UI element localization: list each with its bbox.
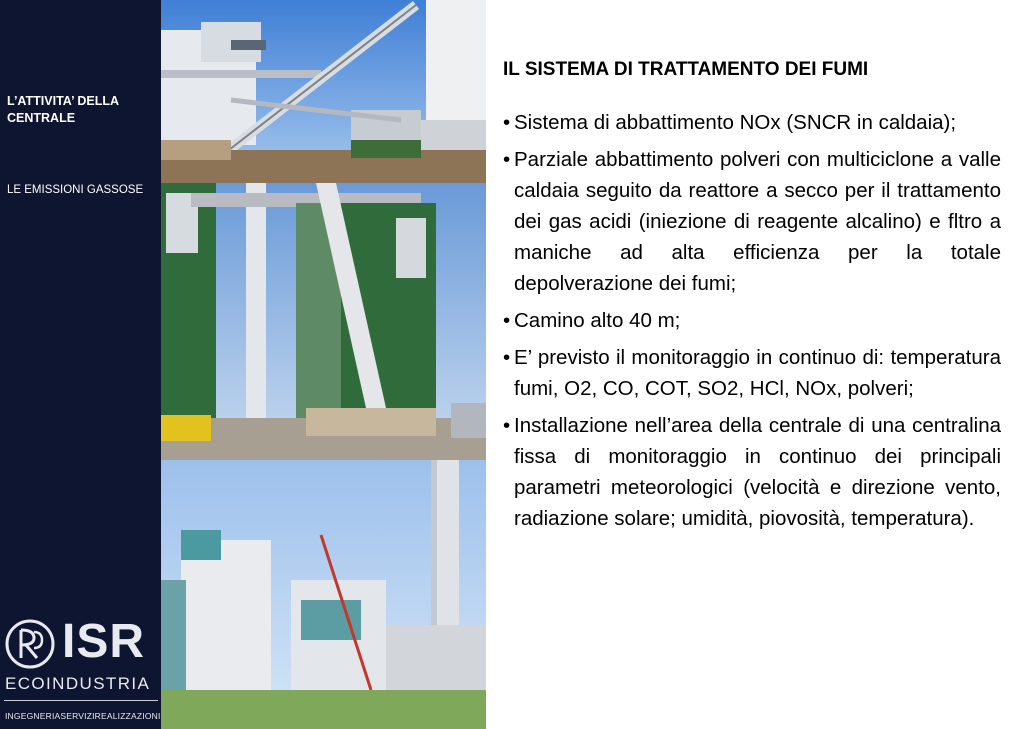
company-logo <box>0 612 161 729</box>
main-content <box>503 58 1001 540</box>
list-item: • E’ previsto il monitoraggio in continuo di: temperatura fumi, O2, CO, COT, SO2, HCl, NOx, polveri; <box>503 342 1001 404</box>
plant-steel-structure-photo <box>161 183 486 460</box>
plant-conveyor-photo <box>161 0 486 183</box>
section-title: L’ATTIVITA’ DELLA CENTRALE <box>7 94 119 125</box>
page-title: IL SISTEMA DI TRATTAMENTO DEI FUMI <box>503 59 869 80</box>
sidebar <box>0 0 161 729</box>
logo-brand: ISR <box>62 615 146 668</box>
logo-mark-icon <box>4 618 56 670</box>
logo-name: ECOINDUSTRIA <box>5 674 151 693</box>
plant-chimney-photo <box>161 460 486 729</box>
logo-divider <box>4 700 158 701</box>
logo-tagline: INGEGNERIASERVIZIREALIZZAZIONI <box>5 711 161 721</box>
bullet-list <box>503 107 1001 534</box>
bullet-icon: • <box>503 346 511 369</box>
list-item: • Installazione nell’area della centrale di una centralina fissa di monitoraggio in continuo dei principali parametri meteorologici (velocità e direzione vento, radiazione solare; umidità, piovosità, temperatura). <box>503 410 1001 534</box>
bullet-icon: • <box>503 414 511 437</box>
bullet-icon: • <box>503 148 511 171</box>
bullet-icon: • <box>503 309 511 332</box>
list-item: • Camino alto 40 m; <box>503 305 1001 336</box>
section-subtitle: LE EMISSIONI GASSOSE <box>7 184 144 196</box>
photo-column <box>161 0 486 729</box>
list-item: • Parziale abbattimento polveri con multiciclone a valle caldaia seguito da reattore a secco per il trattamento dei gas acidi (iniezione di reagente alcalino) e fltro a maniche ad alta efficienza per la totale depolverazione dei fumi; <box>503 144 1001 299</box>
bullet-icon: • <box>503 111 511 134</box>
list-item: • Sistema di abbattimento NOx (SNCR in caldaia); <box>503 107 1001 138</box>
